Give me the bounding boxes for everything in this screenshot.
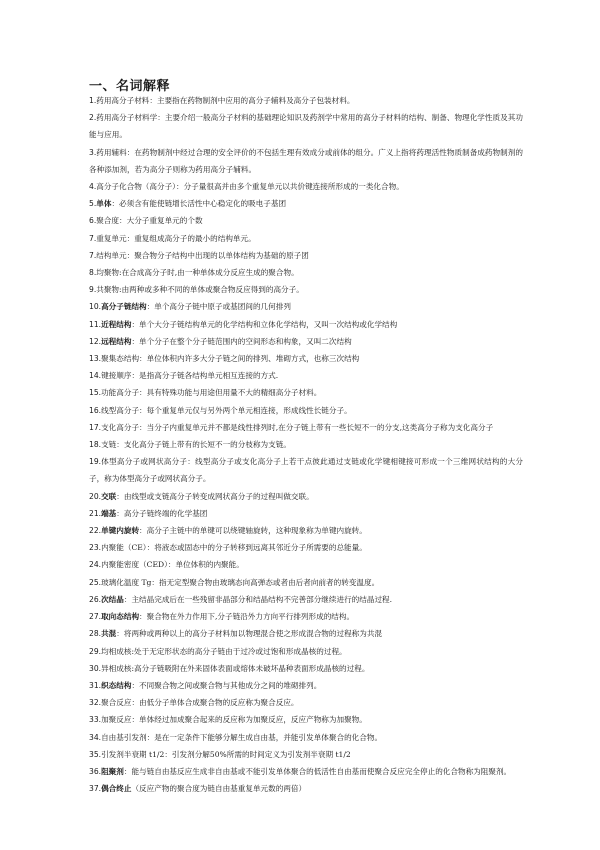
entry-definition: 由低分子单体合成聚合物的反应称为聚合反应。	[139, 698, 299, 708]
definition-entry	[89, 281, 523, 298]
entry-separator: :	[119, 268, 122, 278]
entry-number: 7.	[89, 250, 97, 260]
definition-entry	[89, 746, 523, 763]
entry-definition: 由线型或支链高分子转变成网状高分子的过程叫做交联。	[123, 491, 314, 501]
entry-number: 32.	[89, 698, 102, 708]
entry-separator: ：	[131, 698, 140, 708]
definition-entry	[89, 729, 523, 746]
entry-separator: ：	[187, 457, 196, 467]
entry-term: 玻璃化温度 Tg	[101, 577, 152, 587]
entry-separator: ：	[146, 543, 155, 553]
entry-term: 异相成核	[101, 663, 132, 673]
definition-entry	[89, 333, 523, 350]
entry-separator: :	[131, 663, 135, 673]
entry-definition: 处于无定形状态的高分子链由于过冷或过饱和形成晶核的过程。	[134, 646, 347, 656]
definition-entry	[89, 539, 523, 556]
entry-number: 18.	[89, 440, 102, 450]
entry-term: 远程结构	[101, 336, 132, 346]
entry-definition: 每个重复单元仅与另外两个单元相连接，形成线性长链分子。	[146, 405, 352, 415]
definition-entry	[89, 109, 523, 143]
entry-number: 33.	[89, 715, 102, 725]
entry-separator: ：	[149, 96, 157, 105]
entry-number: 22.	[89, 526, 102, 536]
definition-entry	[89, 178, 523, 195]
entry-definition: 高分子链吸附在外来固体表面或熔体未破坏晶种表面形成晶核的过程。	[134, 663, 370, 673]
entry-separator: ：	[123, 594, 132, 604]
entry-term: 共混	[101, 629, 117, 639]
entry-number: 10.	[89, 302, 102, 312]
entry-definition: 单位体积的内聚能。	[175, 560, 244, 570]
definitions-list	[89, 92, 523, 797]
entry-number: 36.	[89, 766, 102, 776]
entry-term: 药用高分子材料	[96, 96, 150, 105]
entry-separator: ：	[116, 629, 124, 639]
entry-number: 26.	[89, 594, 102, 604]
entry-number: 16.	[89, 405, 102, 415]
entry-separator: ：	[123, 766, 132, 776]
entry-separator: ：	[131, 336, 140, 346]
entry-definition: 具有特殊功能与用途但用量不大的精细高分子材料。	[146, 388, 322, 398]
entry-number: 1.	[89, 96, 97, 105]
entry-number: 8.	[89, 268, 97, 278]
entry-number: 14.	[89, 371, 102, 381]
definition-entry	[89, 591, 523, 608]
entry-number: 9.	[89, 285, 97, 295]
entry-term: 次结晶	[101, 594, 124, 604]
entry-term: 内聚能（CE）	[101, 543, 147, 553]
entry-term: 引发剂半衰期 t1/2	[101, 749, 165, 759]
entry-term: 高分子链结构	[101, 302, 147, 312]
definition-entry	[89, 384, 523, 401]
definition-entry	[89, 350, 523, 367]
entry-term: 近程结构	[101, 319, 132, 329]
entry-definition: 主要指在药物制剂中应用的高分子辅料及高分子包装材料。	[157, 96, 355, 105]
entry-definition: 单个高分子链中原子或基团间的几何排列	[154, 302, 291, 312]
definition-entry	[89, 419, 523, 436]
entry-definition: 是指高分子链各结构单元相互连接的方式.	[139, 371, 279, 381]
entry-definition: 单个大分子链结构单元的化学结构和立体化学结构，又叫一次结构或化学结构	[139, 319, 398, 329]
entry-term: 均聚物	[96, 268, 120, 278]
entry-term: 功能高分子	[101, 388, 140, 398]
entry-separator: :	[119, 285, 122, 295]
definition-entry	[89, 367, 523, 384]
definition-entry	[89, 92, 523, 109]
entry-separator: ：	[126, 233, 135, 243]
entry-term: 结构单元	[96, 250, 127, 260]
entry-number: 31.	[89, 680, 102, 690]
definition-entry	[89, 625, 523, 642]
definition-entry	[89, 144, 523, 178]
entry-number: 25.	[89, 577, 102, 587]
entry-number: 12.	[89, 336, 102, 346]
definition-entry	[89, 522, 523, 539]
definition-entry	[89, 694, 523, 711]
entry-separator: ：	[175, 182, 184, 192]
entry-definition: 重复组成高分子的最小的结构单元。	[134, 233, 256, 243]
entry-separator: ：	[157, 113, 165, 123]
entry-definition: 引发剂分解50%所需的时间定义为引发剂半衰期 t1/2	[171, 749, 351, 759]
entry-separator: ：	[116, 440, 124, 450]
entry-definition: 支化高分子链上带有的长短不一的分枝称为支链。	[123, 440, 291, 450]
entry-number: 23.	[89, 543, 102, 553]
entry-term: 药用高分子材料学	[96, 113, 158, 123]
entry-number: 3.	[89, 147, 97, 157]
entry-definition: 聚合物分子结构中出现的以单体结构为基础的原子团	[134, 250, 309, 260]
entry-number: 5.	[89, 199, 97, 209]
entry-term: 支化高分子	[101, 422, 140, 432]
entry-separator: ：	[151, 577, 159, 587]
entry-separator: ：	[146, 732, 155, 742]
definition-entry	[89, 608, 523, 625]
entry-number: 7.	[89, 233, 97, 243]
entry-term: 均相成核	[101, 646, 132, 656]
entry-term: 交联	[101, 491, 117, 501]
entry-definition: 单体经过加成聚合起来的反应称为加聚反应，反应产物称为加聚物。	[139, 715, 367, 725]
definition-entry	[89, 780, 523, 797]
entry-definition: 主结晶完成后在一些残留非晶部分和结晶结构不完善部分继续进行的结晶过程.	[131, 594, 393, 604]
entry-separator: ：	[111, 199, 120, 209]
definition-entry	[89, 488, 523, 505]
entry-term: 端基	[101, 508, 117, 518]
definition-entry	[89, 247, 523, 264]
entry-definition: 能与链自由基反应生成非自由基或不能引发单体聚合的低活性自由基而使聚合反应完全停止的化合物称为阻聚剂。	[131, 766, 512, 776]
entry-separator: ：	[131, 319, 140, 329]
definition-entry	[89, 264, 523, 281]
entry-definition: 分子量很高并由多个重复单元以共价键连接所形成的一类化合物。	[183, 182, 404, 192]
entry-term: 支链	[101, 440, 117, 450]
entry-term: 单体	[96, 199, 112, 209]
entry-separator: ：	[131, 715, 140, 725]
entry-definition: 当分子内重复单元并不都是线性排列时,在分子链上带有一些长短不一的分支,这类高分子称为支化高分子	[146, 422, 494, 432]
definition-entry	[89, 298, 523, 315]
entry-definition: 线型高分子或支化高分子上若干点彼此通过支链或化学键相键接可形成一个三维网状结构的大分子，称为体型高分子或网状高分子。	[89, 457, 524, 484]
entry-term: 内聚能密度（CED）	[101, 560, 168, 570]
entry-term: 聚合反应	[101, 698, 132, 708]
entry-definition: 不同聚合物之间或聚合物与其他成分之间的堆砌排列。	[139, 680, 322, 690]
definition-entry	[89, 763, 523, 780]
entry-definition: 高分子链终端的化学基团	[123, 508, 208, 518]
entry-term: 加聚反应	[101, 715, 132, 725]
entry-separator: ：	[131, 371, 140, 381]
entry-number: 11.	[89, 319, 102, 329]
entry-number: 17.	[89, 422, 102, 432]
entry-term: 偶合终止	[101, 784, 132, 794]
entry-separator: ：	[146, 302, 155, 312]
entry-separator: ：	[167, 560, 176, 570]
entry-definition: 将液态或固态中的分子转移到远离其邻近分子所需要的总能量。	[154, 543, 367, 553]
entry-definition: 在合成高分子时,由一种单体成分反应生成的聚合物。	[121, 268, 299, 278]
definition-entry	[89, 212, 523, 229]
entry-term: 聚合度	[96, 216, 120, 226]
definition-entry	[89, 556, 523, 573]
entry-separator: ：	[131, 680, 140, 690]
entry-number: 13.	[89, 354, 102, 364]
entry-term: 共聚物	[96, 285, 120, 295]
entry-term: 自由基引发剂	[101, 732, 147, 742]
entry-term: 药用辅料	[96, 147, 127, 157]
entry-separator: :	[131, 646, 135, 656]
entry-number: 20.	[89, 491, 102, 501]
entry-definition: 主要介绍一般高分子材料的基础理论知识及药剂学中常用的高分子材料的结构、制备、物理化学性质及其功能与应用。	[89, 113, 524, 140]
definition-entry	[89, 402, 523, 419]
entry-number: 35.	[89, 749, 102, 759]
section-title: 一、名词解释	[89, 79, 171, 94]
entry-number: 6.	[89, 216, 97, 226]
entry-number: 30.	[89, 663, 102, 673]
definition-entry	[89, 316, 523, 333]
entry-number: 19.	[89, 457, 102, 467]
entry-definition: 必须含有能使链增长活性中心稳定化的吸电子基团	[119, 199, 287, 209]
entry-separator: ：	[126, 147, 135, 157]
entry-number: 37.	[89, 784, 102, 794]
definition-entry	[89, 436, 523, 453]
entry-definition: 是在一定条件下能够分解生成自由基，并能引发单体聚合的化合物。	[154, 732, 383, 742]
entry-term: 阻聚剂	[101, 766, 124, 776]
entry-separator: ：	[139, 422, 147, 432]
entry-definition: 单位体积内许多大分子链之间的排列、堆砌方式，也称三次结构	[146, 354, 360, 364]
definition-entry	[89, 660, 523, 677]
definition-entry	[89, 677, 523, 694]
definition-entry	[89, 574, 523, 591]
entry-term: 键接顺序	[101, 371, 132, 381]
definition-entry	[89, 453, 523, 487]
entry-number: 2.	[89, 113, 97, 123]
entry-separator: ：	[116, 491, 124, 501]
entry-definition: 大分子重复单元的个数	[126, 216, 203, 226]
entry-term: 单键内旋转	[101, 526, 140, 536]
definition-entry	[89, 195, 523, 212]
entry-separator: ：	[139, 388, 147, 398]
entry-separator: ：	[139, 612, 147, 622]
entry-definition: （反应产物的聚合度为链自由基重复单元数的两倍）	[131, 784, 307, 794]
entry-number: 28.	[89, 629, 102, 639]
entry-separator: ：	[139, 354, 147, 364]
entry-number: 34.	[89, 732, 102, 742]
entry-term: 高分子化合物（高分子）	[96, 182, 176, 192]
definition-entry	[89, 230, 523, 247]
entry-term: 聚集态结构	[101, 354, 140, 364]
definition-entry	[89, 711, 523, 728]
entry-separator: ：	[116, 508, 124, 518]
entry-separator: ：	[126, 250, 135, 260]
entry-number: 24.	[89, 560, 102, 570]
entry-separator: ：	[139, 405, 147, 415]
entry-definition: 单个分子在整个分子链范围内的空间形态和构象，又叫二次结构	[139, 336, 352, 346]
entry-number: 21.	[89, 508, 102, 518]
entry-term: 线型高分子	[101, 405, 140, 415]
entry-separator: ：	[119, 216, 127, 226]
entry-term: 织态结构	[101, 680, 132, 690]
entry-definition: 指无定型聚合物由玻璃态向高弹态或者由后者向前者的转变温度。	[158, 577, 380, 587]
entry-definition: 聚合物在外力作用下,分子链沿外力方向平行排列形成的结构。	[146, 612, 355, 622]
entry-definition: 高分子主链中的单键可以绕键轴旋转，这种现象称为单键内旋转。	[146, 526, 367, 536]
entry-separator: ：	[164, 749, 172, 759]
entry-term: 重复单元	[96, 233, 127, 243]
entry-separator: ：	[139, 526, 147, 536]
entry-term: 体型高分子或网状高分子	[101, 457, 188, 467]
entry-number: 15.	[89, 388, 102, 398]
definition-entry	[89, 643, 523, 660]
entry-definition: 在药物制剂中经过合理的安全评价的不包括生理有效成分或前体的组分。广义上指将药理活性物质制备成药物制剂的各种添加剂，若为高分子则称为药用高分子辅料。	[89, 147, 524, 174]
entry-term: 取向态结构	[101, 612, 140, 622]
entry-number: 29.	[89, 646, 102, 656]
entry-number: 4.	[89, 182, 97, 192]
entry-definition: 将两种或两种以上的高分子材料加以物理混合使之形成混合物的过程称为共混	[123, 629, 383, 639]
entry-number: 27.	[89, 612, 102, 622]
entry-definition: 由两种或多种不同的单体或聚合物反应得到的高分子。	[121, 285, 304, 295]
definition-entry	[89, 505, 523, 522]
